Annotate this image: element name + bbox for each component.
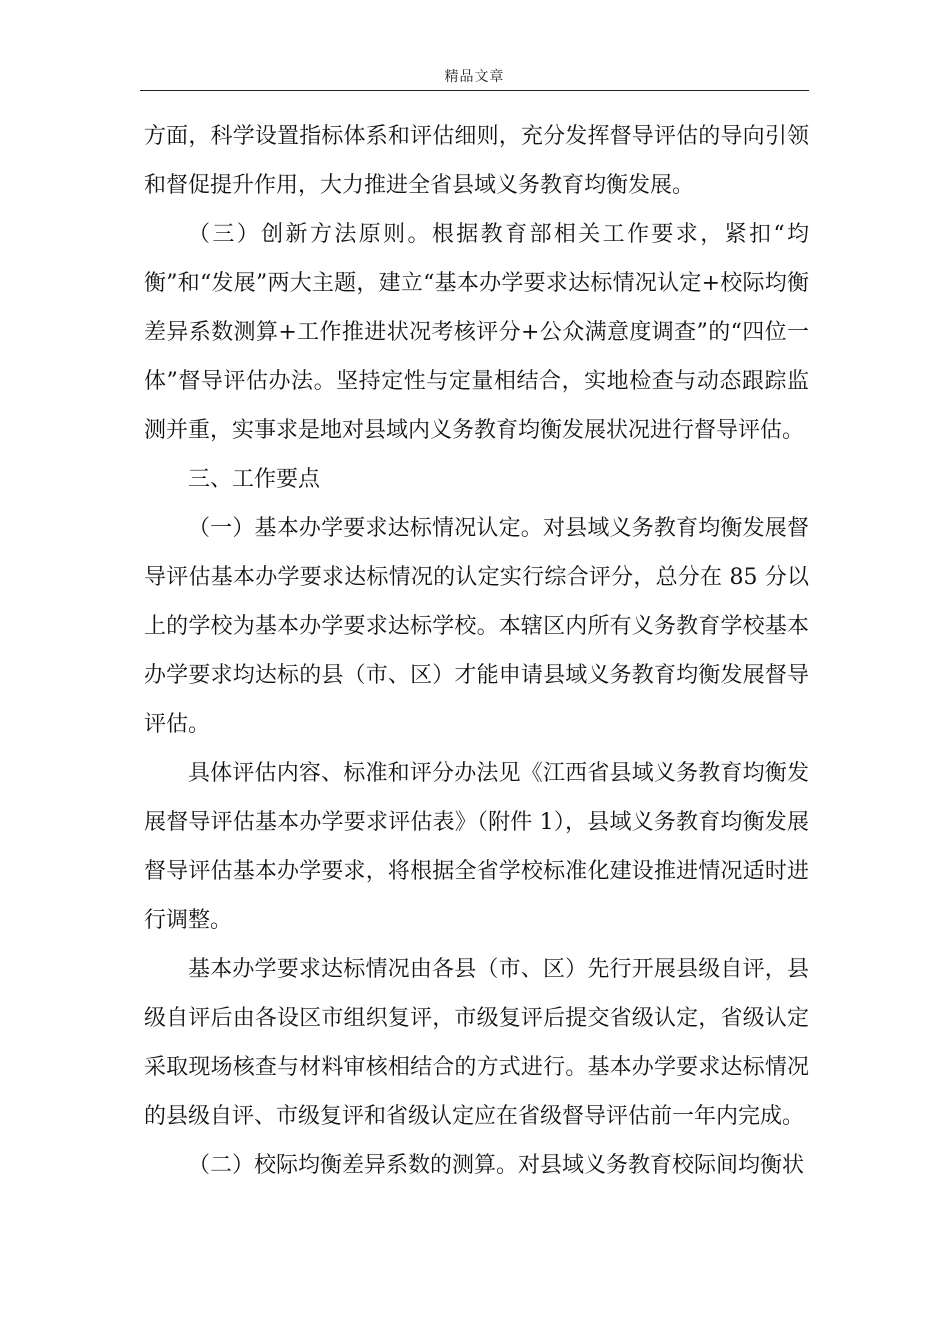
paragraph-difference-coefficient: （二）校际均衡差异系数的测算。对县域义务教育校际间均衡状 bbox=[188, 1153, 805, 1178]
paragraph-self-evaluation: 基本办学要求达标情况由各县（市、区）先行开展县级自评，县级自评后由各设区市组织复评，市级复评后提交省级认定，省级认定采取现场核查与材料审核相结合的方式进行。基本办学要求达标情况的县级自评、市级复评和省级认定应在省级督导评估前一年内完成。 bbox=[144, 957, 809, 1129]
paragraph-evaluation-content: 具体评估内容、标准和评分办法见《江西省县域义务教育均衡发展督导评估基本办学要求评估表》（附件 1），县域义务教育均衡发展督导评估基本办学要求，将根据全省学校标准化建设推进情况适时进行调整。 bbox=[144, 761, 809, 933]
section-heading-work-points: 三、工作要点 bbox=[188, 467, 321, 492]
paragraph-innovation-principle: （三）创新方法原则。根据教育部相关工作要求，紧扣“均衡”和“发展”两大主题，建立“基本办学要求达标情况认定+校际均衡差异系数测算+工作推进状况考核评分+公众满意度调查”的“四位一体”督导评估办法。坚持定性与定量相结合，实地检查与动态跟踪监测并重，实事求是地对县域内义务教育均衡发展状况进行督导评估。 bbox=[144, 222, 809, 443]
paragraph-continuation: 方面，科学设置指标体系和评估细则，充分发挥督导评估的导向引领和督促提升作用，大力推进全省县域义务教育均衡发展。 bbox=[144, 124, 809, 198]
page-header: 精品文章 bbox=[140, 68, 809, 91]
document-body bbox=[144, 112, 809, 1190]
paragraph-basic-requirements: （一）基本办学要求达标情况认定。对县域义务教育均衡发展督导评估基本办学要求达标情况的认定实行综合评分，总分在 85 分以上的学校为基本办学要求达标学校。本辖区内所有义务教育学校基本办学要求均达标的县（市、区）才能申请县域义务教育均衡发展督导评估。 bbox=[144, 516, 809, 737]
